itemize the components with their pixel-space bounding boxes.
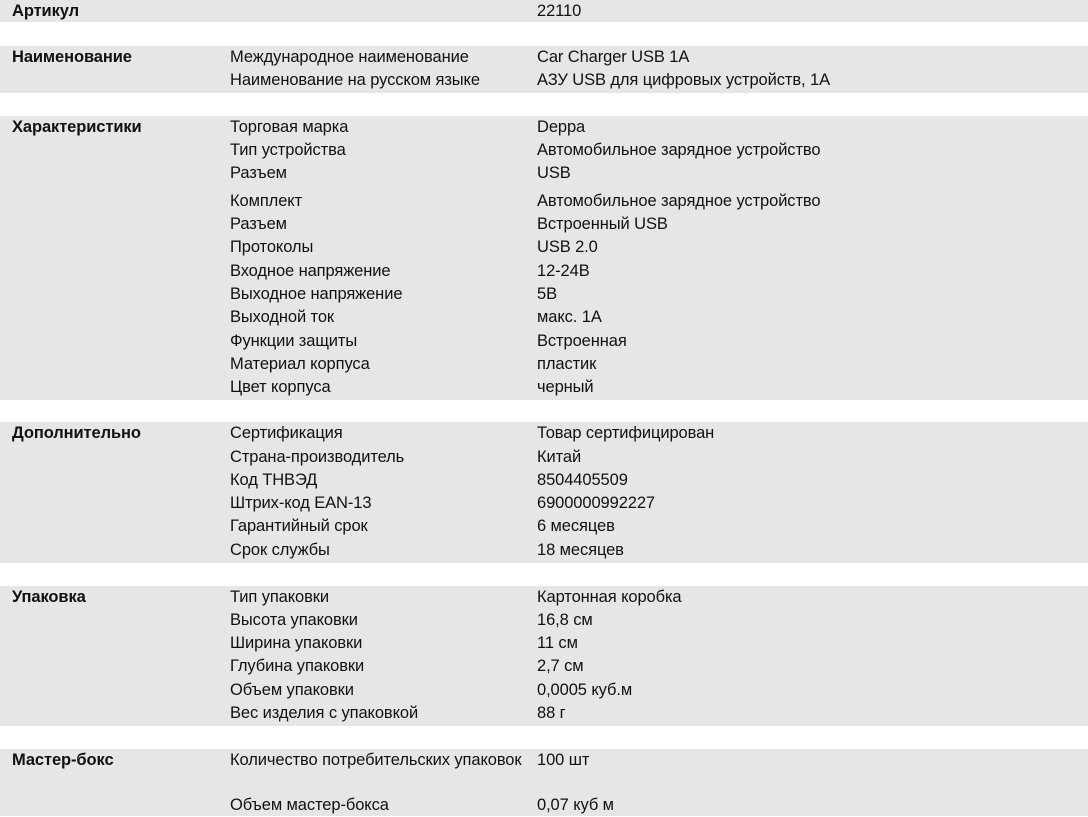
- section-title-name: Наименование: [12, 48, 132, 66]
- spec-value: 11 см: [537, 634, 578, 652]
- spec-key: Разъем: [230, 215, 287, 233]
- spec-value: Китай: [537, 448, 582, 466]
- spec-value: 0,07 куб м: [537, 796, 614, 814]
- spec-value: USB 2.0: [537, 238, 598, 256]
- spec-key: Цвет корпуса: [230, 378, 331, 396]
- spec-key: Страна-производитель: [230, 448, 405, 466]
- section-title-characteristics: Характеристики: [12, 118, 142, 136]
- spec-value: USB: [537, 164, 571, 182]
- spec-value: Автомобильное зарядное устройство: [537, 192, 821, 210]
- spec-value: Встроенная: [537, 332, 627, 350]
- spec-value: 8504405509: [537, 471, 628, 489]
- spec-key: Штрих-код EAN-13: [230, 494, 372, 512]
- spec-value: 100 шт: [537, 751, 590, 769]
- spec-value: черный: [537, 378, 594, 396]
- spec-value: 5В: [537, 285, 557, 303]
- spec-key: Высота упаковки: [230, 611, 358, 629]
- spec-value: Deppa: [537, 118, 586, 136]
- spec-key: Выходной ток: [230, 308, 335, 326]
- spec-key: Протоколы: [230, 238, 314, 256]
- spec-value: 12-24В: [537, 262, 590, 280]
- spec-key: Разъем: [230, 164, 287, 182]
- spec-key: Срок службы: [230, 541, 330, 559]
- article-value: 22110: [537, 2, 582, 20]
- spec-value: 88 г: [537, 704, 566, 722]
- spec-key: Торговая марка: [230, 118, 349, 136]
- spec-value: 6 месяцев: [537, 517, 615, 535]
- spec-key: Глубина упаковки: [230, 657, 365, 675]
- spec-key: Количество потребительских упаковок: [230, 751, 522, 769]
- spec-value: 6900000992227: [537, 494, 655, 512]
- spec-value: пластик: [537, 355, 597, 373]
- spec-value: 2,7 см: [537, 657, 584, 675]
- spec-key: Международное наименование: [230, 48, 469, 66]
- spec-key: Сертификация: [230, 424, 343, 442]
- spec-key: Вес изделия с упаковкой: [230, 704, 419, 722]
- spec-value: АЗУ USB для цифровых устройств, 1А: [537, 71, 830, 89]
- spec-key: Объем мастер-бокса: [230, 796, 389, 814]
- spec-key: Ширина упаковки: [230, 634, 363, 652]
- spec-value: Товар сертифицирован: [537, 424, 715, 442]
- spec-value: 18 месяцев: [537, 541, 624, 559]
- spec-key: Гарантийный срок: [230, 517, 368, 535]
- spec-key: Код ТНВЭД: [230, 471, 318, 489]
- spec-key: Комплект: [230, 192, 303, 210]
- section-title-master-box: Мастер-бокс: [12, 751, 114, 769]
- spec-key: Функции защиты: [230, 332, 358, 350]
- spec-value: Car Charger USB 1A: [537, 48, 690, 66]
- spec-key: Наименование на русском языке: [230, 71, 480, 89]
- spec-value: Автомобильное зарядное устройство: [537, 141, 821, 159]
- spec-value: макс. 1А: [537, 308, 602, 326]
- spec-key: Тип устройства: [230, 141, 346, 159]
- section-title-additional: Дополнительно: [12, 424, 141, 442]
- spec-key: Объем упаковки: [230, 681, 354, 699]
- spec-value: 16,8 см: [537, 611, 593, 629]
- spec-key: Материал корпуса: [230, 355, 370, 373]
- section-title-article: Артикул: [12, 2, 80, 20]
- spec-value: 0,0005 куб.м: [537, 681, 633, 699]
- section-title-packaging: Упаковка: [12, 588, 86, 606]
- spec-value: Картонная коробка: [537, 588, 682, 606]
- spec-value: Встроенный USB: [537, 215, 668, 233]
- spec-key: Тип упаковки: [230, 588, 330, 606]
- spec-key: Входное напряжение: [230, 262, 391, 280]
- spec-key: Выходное напряжение: [230, 285, 403, 303]
